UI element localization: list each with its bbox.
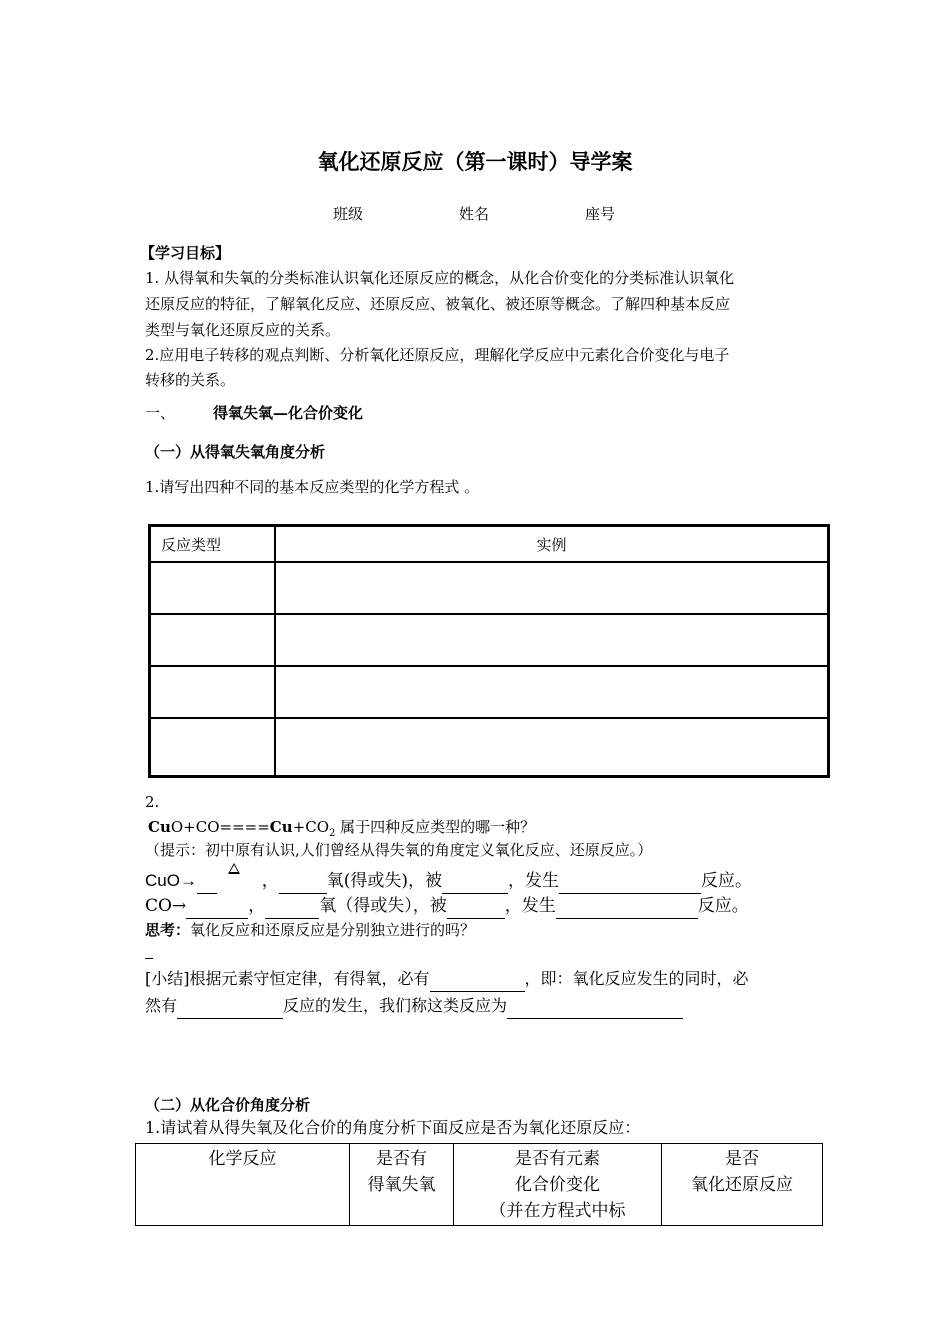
name-label: 姓名 xyxy=(459,205,490,223)
class-label: 班级 xyxy=(333,205,364,223)
question-3: 1.请试着从得失氧及化合价的角度分析下面反应是否为氧化还原反应： xyxy=(145,1118,641,1137)
goal-line: 还原反应的特征，了解氧化反应、还原反应、被氧化、被还原等概念。了解四种基本反应 xyxy=(145,295,731,313)
table-header-type: 反应类型 xyxy=(150,526,276,563)
think-question: 思考：氧化反应和还原反应是分别独立进行的吗？ xyxy=(145,921,476,939)
header-redox: 是否 氧化还原反应 xyxy=(662,1144,823,1226)
subsection-title: （二）从化合价角度分析 xyxy=(145,1096,311,1114)
cuo-formula: Cu xyxy=(148,818,171,836)
goal-line: 2.应用电子转移的观点判断、分析氧化还原反应，理解化学反应中元素化合价变化与电子 xyxy=(145,346,730,364)
summary-line-1: [小结]根据元素守恒定律，有得氧，必有 ，即：氧化反应发生的同时，必 xyxy=(145,966,749,992)
blank[interactable] xyxy=(279,875,327,894)
blank[interactable] xyxy=(430,973,525,992)
subsection-title: （一）从得氧失氧角度分析 xyxy=(145,443,326,461)
table-cell[interactable] xyxy=(150,562,276,614)
goals-heading: 【学习目标】 xyxy=(140,244,231,262)
question-1: 1.请写出四种不同的基本反应类型的化学方程式 。 xyxy=(145,478,480,496)
blank[interactable] xyxy=(556,900,698,919)
reaction-type-table xyxy=(148,524,830,778)
seat-label: 座号 xyxy=(585,205,616,223)
table-cell[interactable] xyxy=(275,614,829,666)
co-line: CO→ ， 氧（得或失），被 ，发生 反应。 xyxy=(145,893,749,919)
divider xyxy=(145,958,153,959)
header-oxygen: 是否有 得氧失氧 xyxy=(350,1144,454,1226)
heat-triangle-icon xyxy=(228,863,240,874)
section-number: 一、 xyxy=(145,404,176,422)
hint-text: （提示：初中原有认识,人们曾经从得失氧的角度定义氧化反应、还原反应。） xyxy=(145,841,653,859)
reaction-equation: $CuO+CO====Cu+CO_2$ 属于四种反应类型的哪一种？ xyxy=(148,818,536,839)
table-cell[interactable] xyxy=(275,562,829,614)
table-cell[interactable] xyxy=(150,666,276,718)
table-cell[interactable] xyxy=(150,718,276,777)
blank[interactable] xyxy=(197,875,217,894)
cuo-line: CuO→ ， 氧(得或失)，被 ，发生 反应。 xyxy=(145,868,752,894)
blank[interactable] xyxy=(559,875,701,894)
blank[interactable] xyxy=(507,1000,683,1019)
blank[interactable] xyxy=(442,875,508,894)
page-title: 氧化还原反应（第一课时）导学案 xyxy=(317,149,633,174)
goal-line: 转移的关系。 xyxy=(145,371,236,389)
table-header-example: 实例 xyxy=(275,526,829,563)
table-cell[interactable] xyxy=(275,718,829,777)
table-cell[interactable] xyxy=(275,666,829,718)
summary-line-2: 然有 反应的发生，我们称这类反应为 xyxy=(145,993,683,1019)
table-cell[interactable] xyxy=(150,614,276,666)
blank[interactable] xyxy=(177,1000,283,1019)
goal-line: 1. 从得氧和失氧的分类标准认识氧化还原反应的概念，从化合价变化的分类标准认识氧化 xyxy=(145,269,735,287)
section-title: 得氧失氧—化合价变化 xyxy=(213,404,364,422)
question-2-number: 2. xyxy=(145,793,160,811)
header-valence: 是否有元素 化合价变化 （并在方程式中标 xyxy=(454,1144,662,1226)
header-reaction: 化学反应 xyxy=(136,1144,350,1226)
goal-line: 类型与氧化还原反应的关系。 xyxy=(145,321,341,339)
analysis-table xyxy=(135,1143,823,1226)
